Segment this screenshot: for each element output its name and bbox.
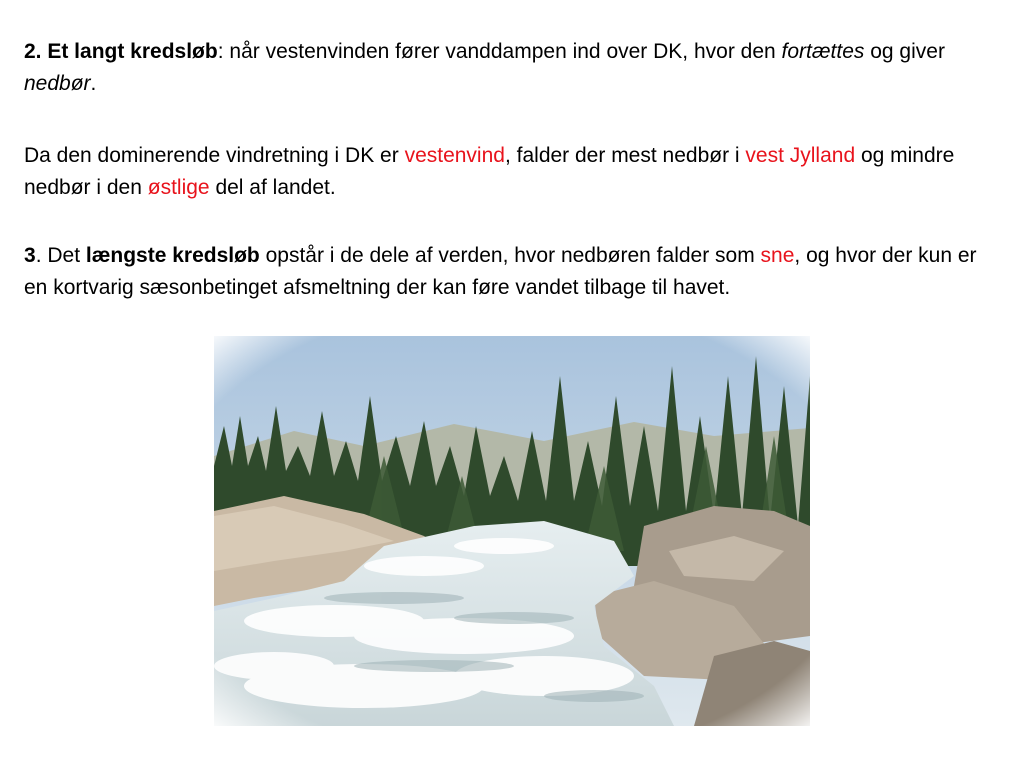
text-run: Da den dominerende vindretning i DK er (24, 144, 405, 167)
text-run: , og hvor der kun er en kortvarig sæsonbetinget afsmeltning der kan føre vandet tilbage til havet. (24, 244, 977, 299)
text-run: . Det (35, 244, 86, 267)
text-run: . (90, 72, 97, 95)
term-nedboer: nedbør (24, 72, 91, 95)
heading-number-3: 3 (24, 244, 36, 267)
highlight-sne: sne (760, 244, 795, 267)
paragraph-long-cycle (24, 36, 994, 100)
text-run: , falder der mest nedbør i (504, 144, 746, 167)
term-fortaettes: fortættes (781, 40, 865, 63)
text-run: del af landet. (209, 176, 336, 199)
highlight-oestlige: østlige (147, 176, 210, 199)
slide-text (24, 36, 994, 304)
text-run: opstår i de dele af verden, hvor nedbøren falder som (259, 244, 761, 267)
text-run: : når vestenvinden fører vanddampen ind over DK, hvor den (217, 40, 782, 63)
heading-long-cycle: 2. Et langt kredsløb (24, 40, 218, 63)
paragraph-longest-cycle (24, 240, 994, 304)
text-run: og mindre nedbør i den (24, 144, 955, 199)
term-laengste-kredsloeb: længste kredsløb (85, 244, 260, 267)
paragraph-wind-direction (24, 140, 994, 204)
highlight-vest-jylland: vest Jylland (745, 144, 856, 167)
text-run: og giver (864, 40, 945, 63)
river-rapids-photo (214, 336, 810, 726)
highlight-vestenvind: vestenvind (404, 144, 505, 167)
river-photo-illustration (214, 336, 810, 726)
